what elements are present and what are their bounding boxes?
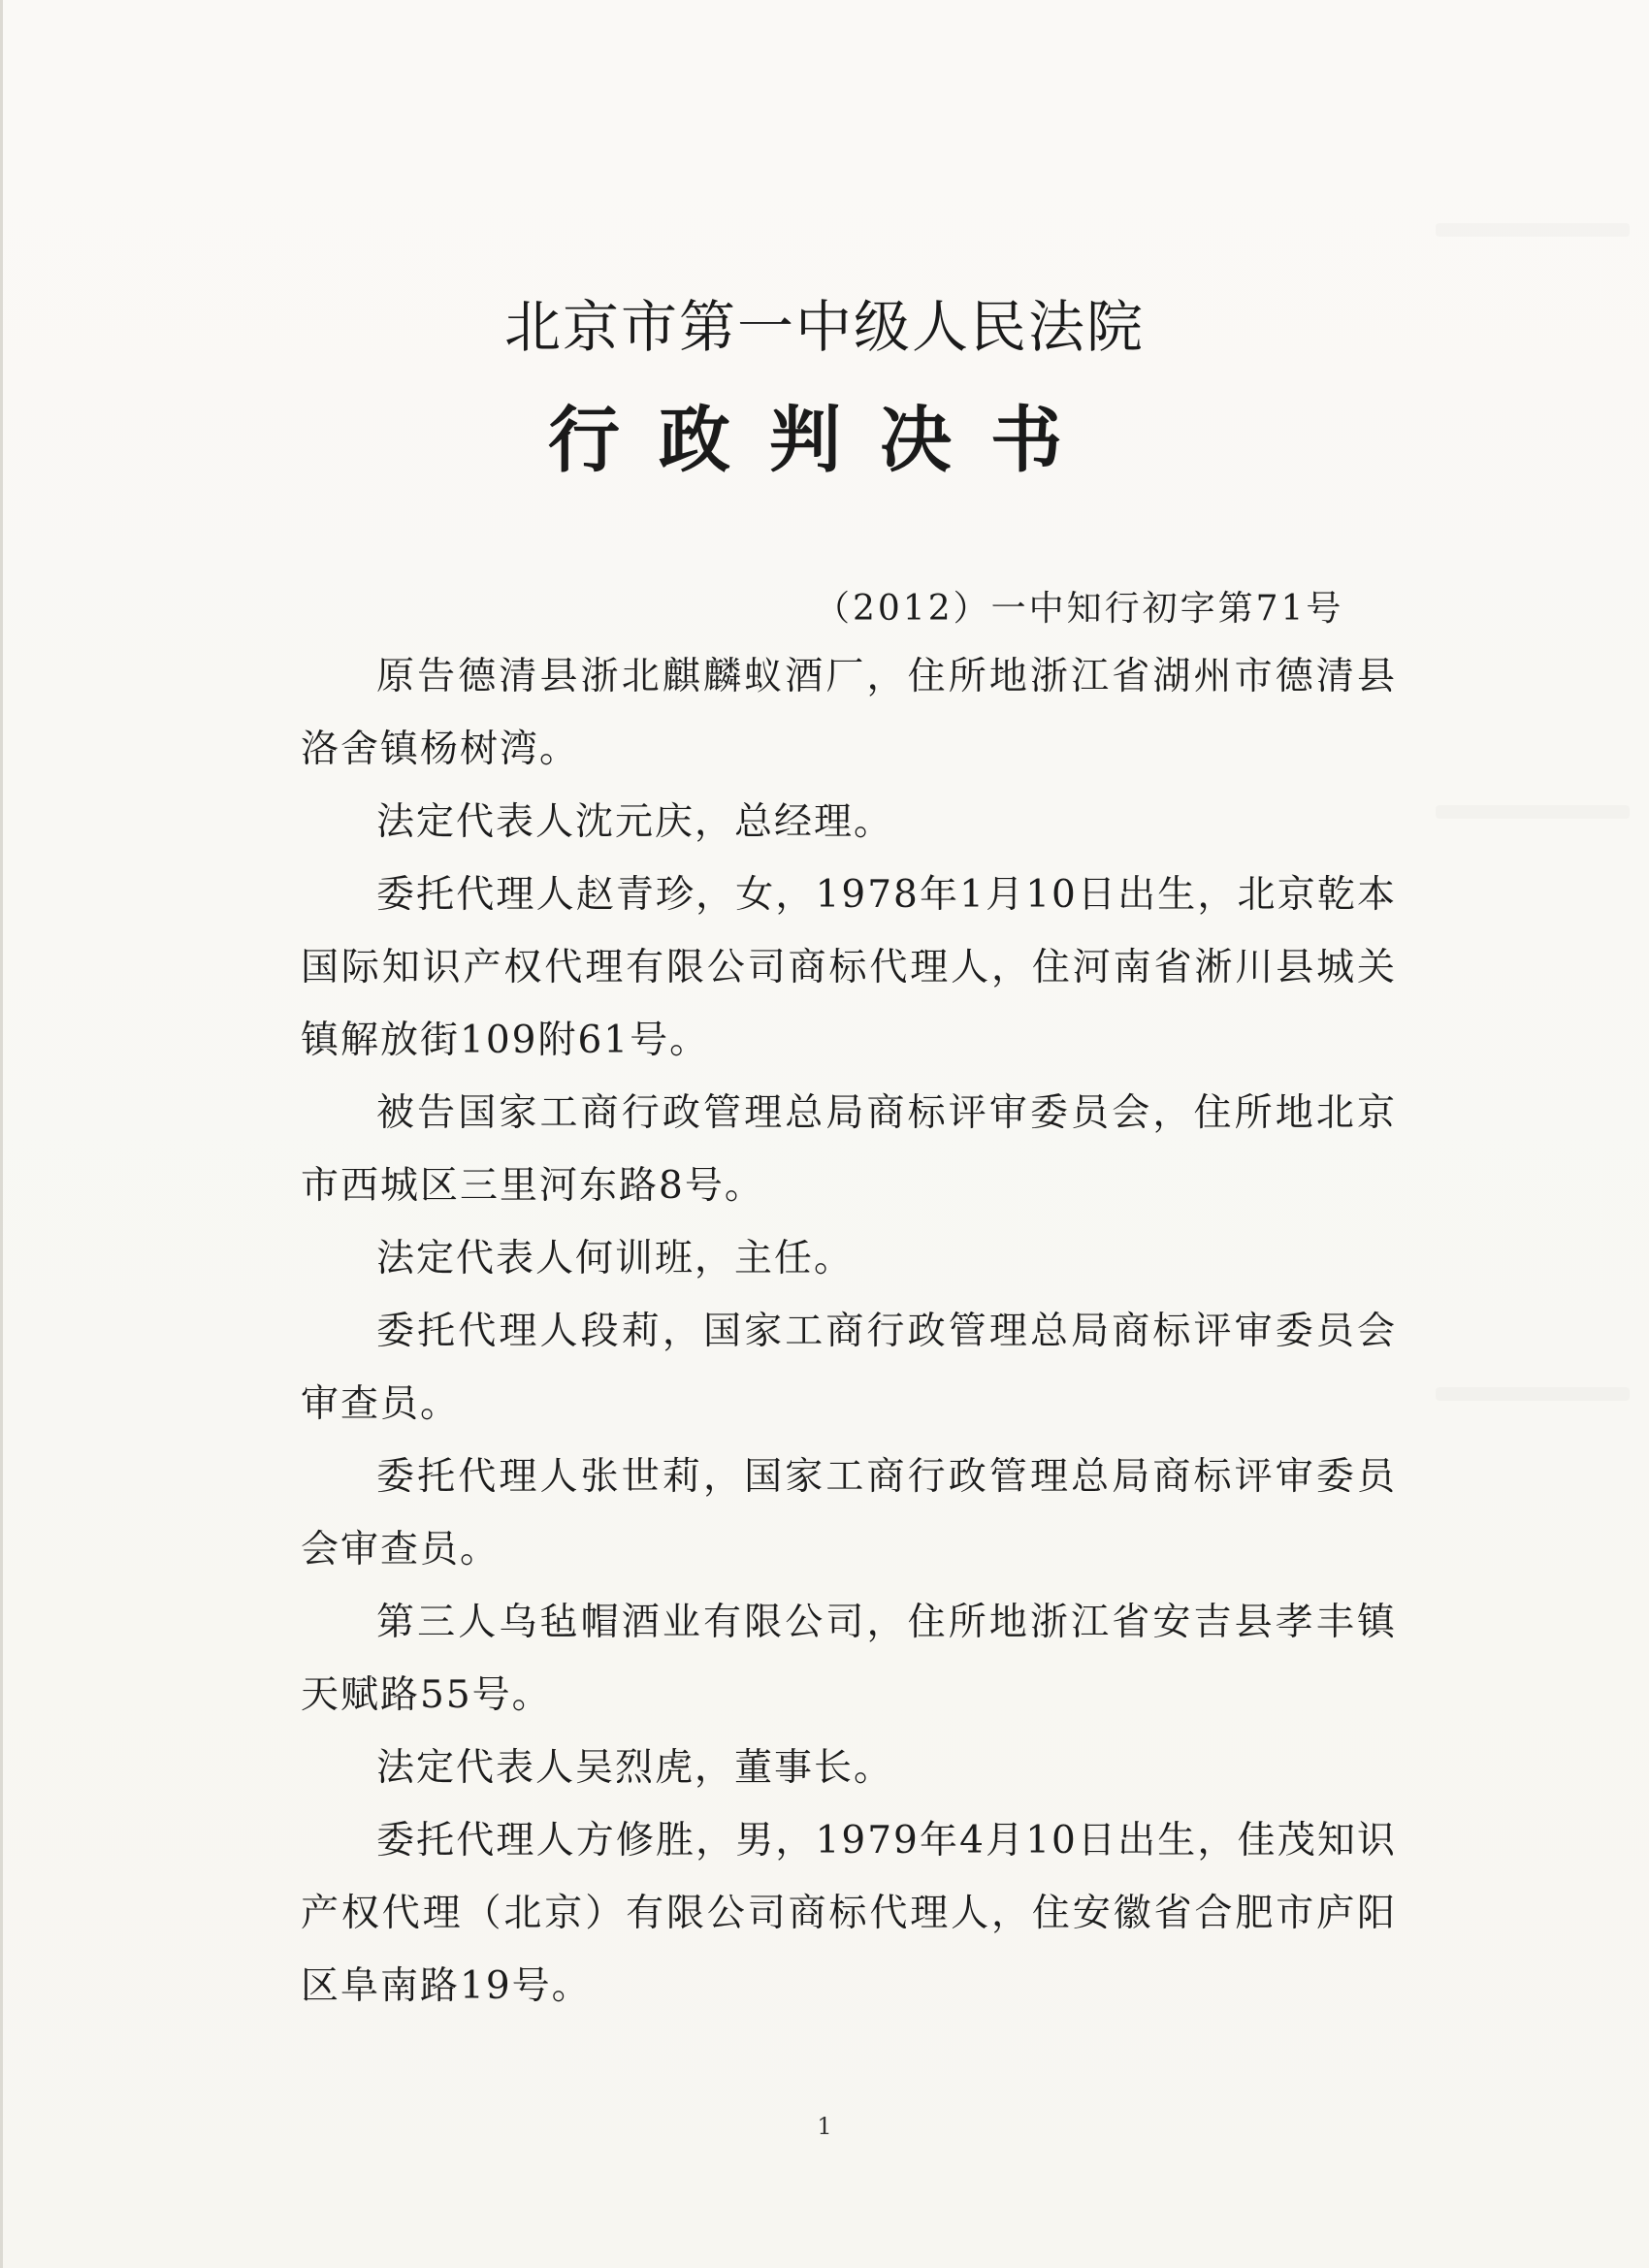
bleed-through-mark: [1436, 1387, 1630, 1401]
bleed-through-mark: [1436, 223, 1630, 237]
party-list: [301, 640, 1397, 2023]
paragraph-defendant-representative: 法定代表人何训班，主任。: [376, 1237, 855, 1280]
page-number: 1: [817, 2113, 832, 2140]
paragraph-defendant-agent-2: 委托代理人张世莉，国家工商行政管理总局商标评审委员会审查员。: [301, 1455, 1397, 1571]
bleed-through-mark: [1436, 805, 1630, 819]
paragraph-third-party-agent: 委托代理人方修胜，男，1979年4月10日出生，佳茂知识产权代理（北京）有限公司商标代理人，住安徽省合肥市庐阳区阜南路19号。: [301, 1819, 1397, 2008]
paragraph-third-party: 第三人乌毡帽酒业有限公司，住所地浙江省安吉县孝丰镇天赋路55号。: [301, 1601, 1397, 1717]
paragraph-plaintiff: 原告德清县浙北麒麟蚁酒厂，住所地浙江省湖州市德清县洛舍镇杨树湾。: [301, 655, 1397, 771]
document-type-title: 行政判决书: [548, 399, 1101, 482]
paragraph-plaintiff-representative: 法定代表人沈元庆，总经理。: [376, 800, 894, 844]
paragraph-plaintiff-agent: 委托代理人赵青珍，女，1978年1月10日出生，北京乾本国际知识产权代理有限公司商标代理人，住河南省淅川县城关镇解放街109附61号。: [301, 873, 1397, 1062]
paragraph-defendant-agent-1: 委托代理人段莉，国家工商行政管理总局商标评审委员会审查员。: [301, 1310, 1397, 1426]
paragraph-defendant: 被告国家工商行政管理总局商标评审委员会，住所地北京市西城区三里河东路8号。: [301, 1091, 1397, 1208]
court-name: 北京市第一中级人民法院: [503, 294, 1145, 360]
case-number: （2012）一中知行初字第71号: [815, 589, 1344, 629]
paragraph-third-party-representative: 法定代表人吴烈虎，董事长。: [376, 1746, 894, 1790]
